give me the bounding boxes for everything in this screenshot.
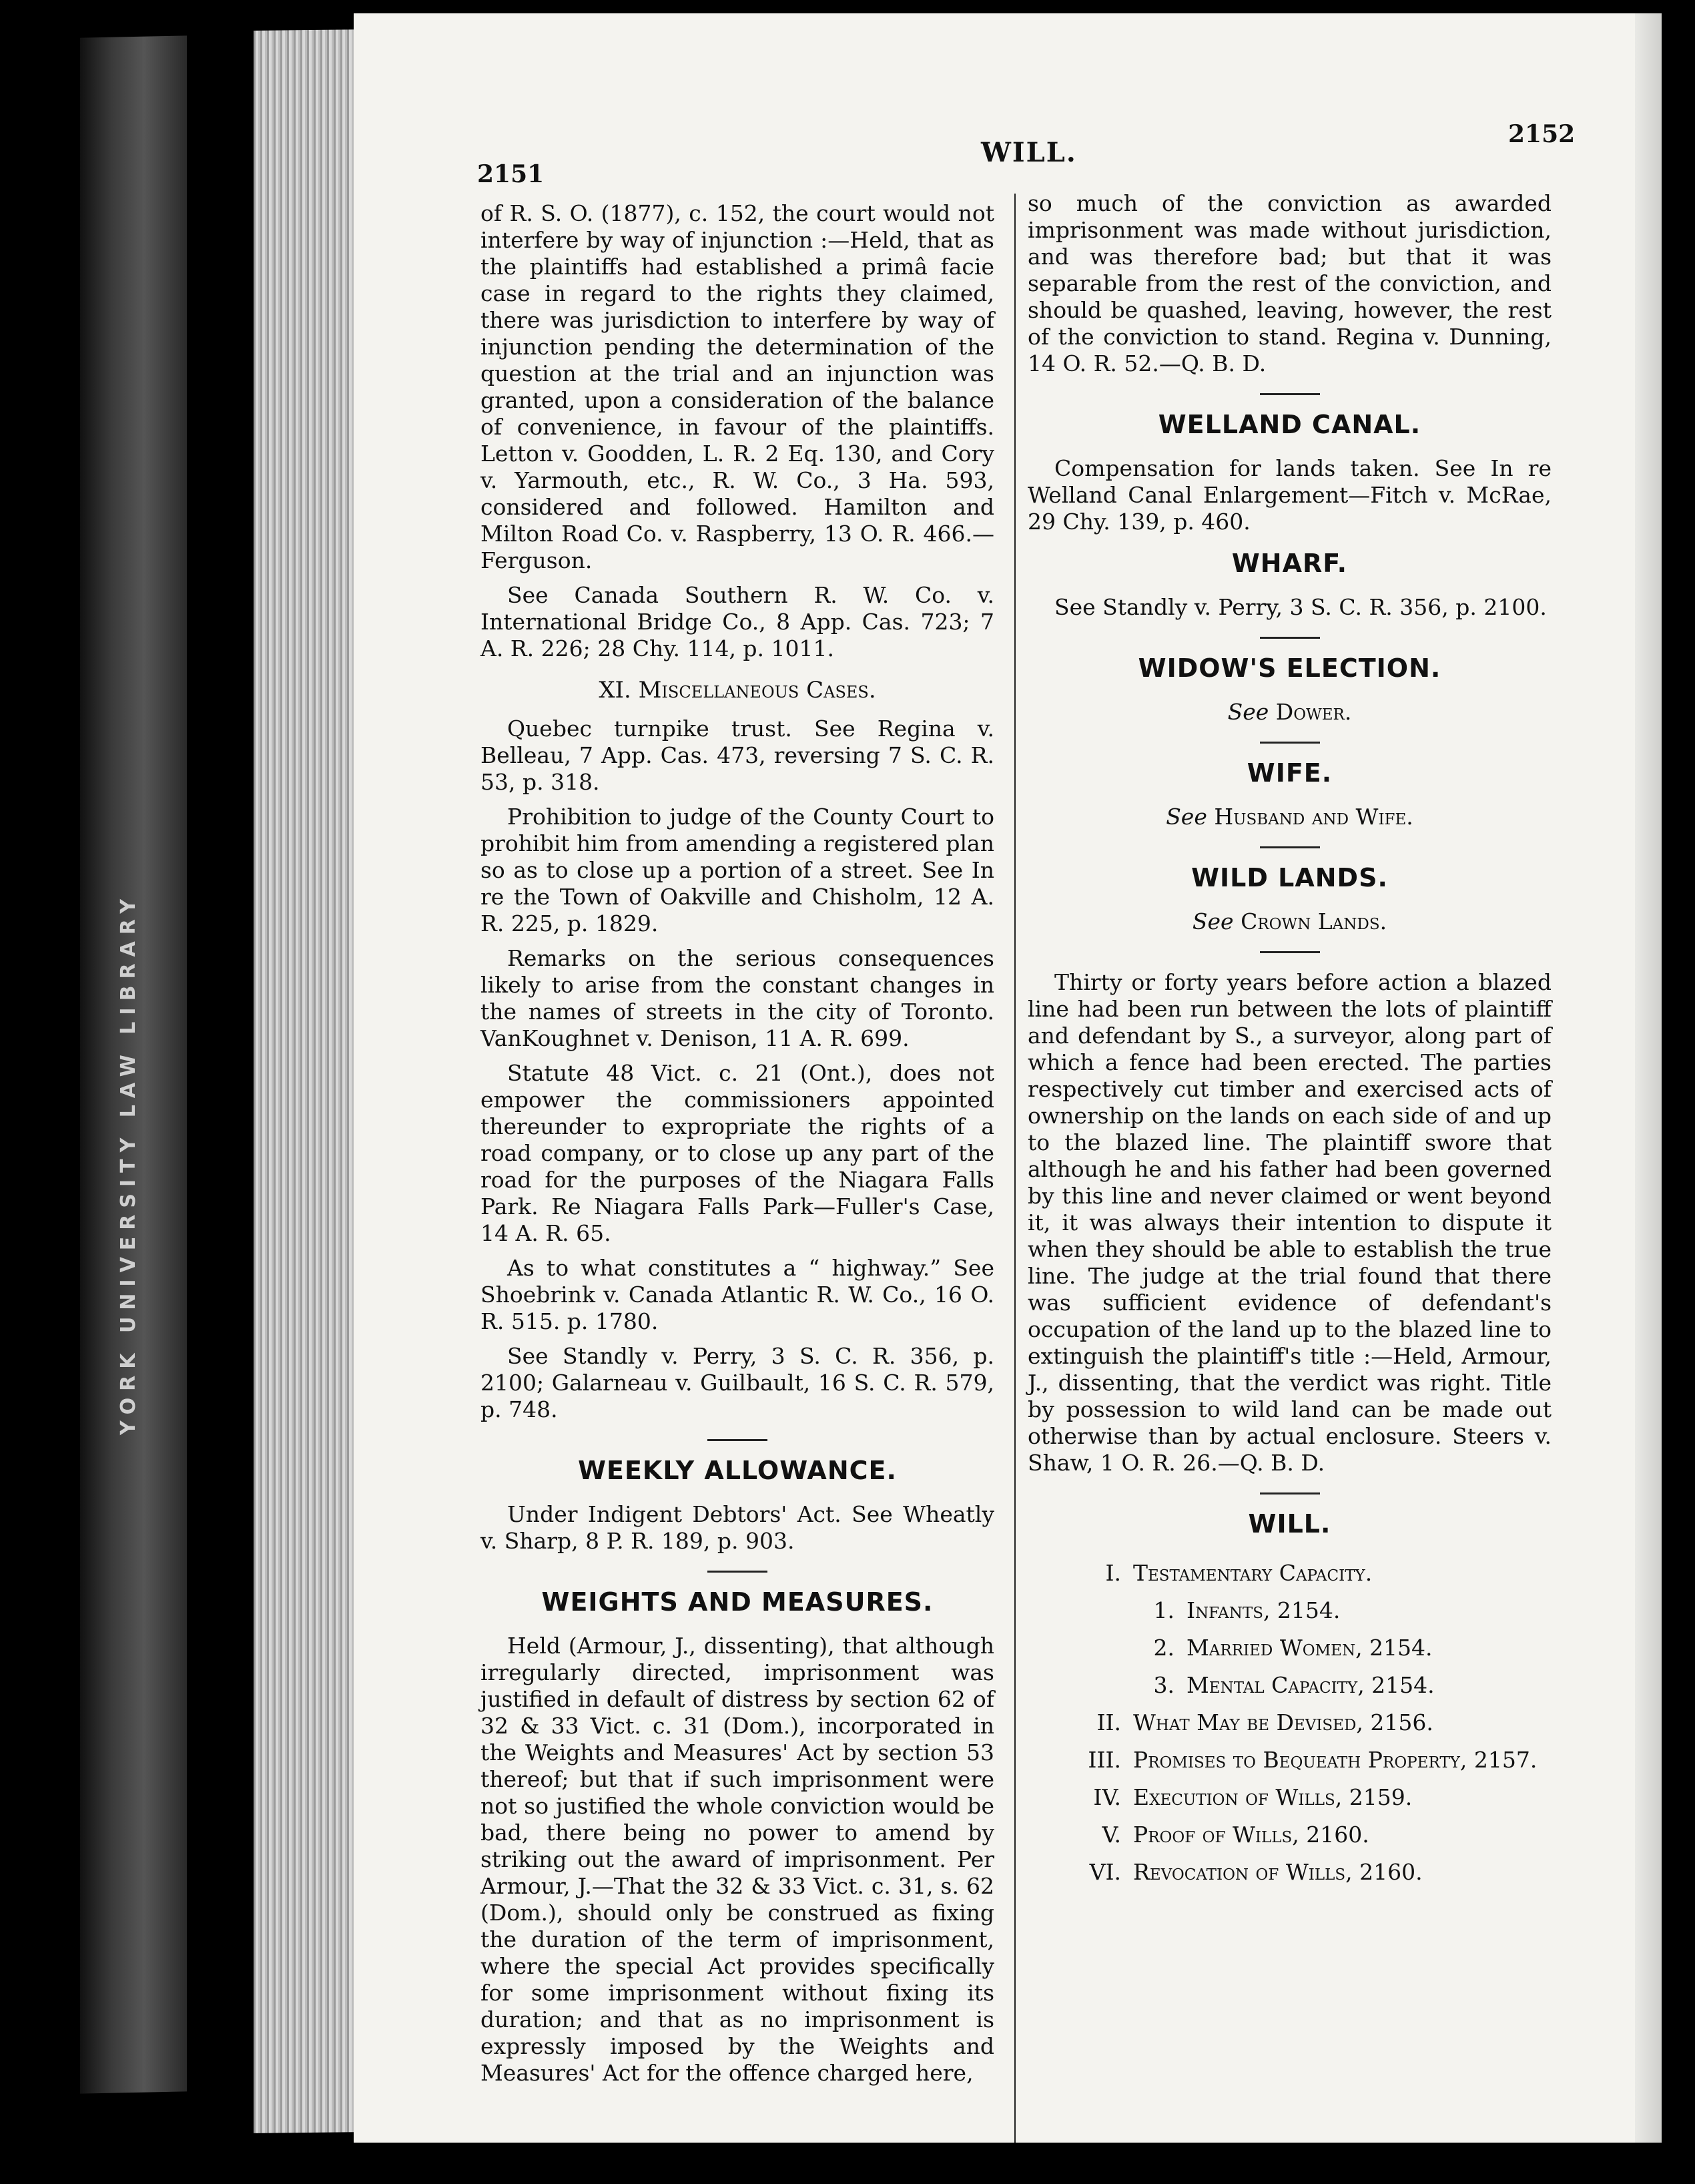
spine-label: YORK UNIVERSITY LAW LIBRARY [117, 892, 140, 1435]
contents-label: Testamentary Capacity. [1133, 1560, 1373, 1586]
book-page [354, 13, 1662, 2143]
section-rule [707, 1571, 767, 1573]
contents-label: Revocation of Wills, 2160. [1133, 1859, 1423, 1885]
contents-item [1028, 1555, 1552, 1592]
running-head: WILL. [981, 137, 1077, 168]
reference-target: Crown Lands. [1241, 908, 1387, 934]
contents-item [1028, 1816, 1552, 1854]
paragraph: Held (Armour, J., dissenting), that although irregularly directed, imprisonment was justified in default of distress by section 62 of 32 & 33 Vict. c. 31 (Dom.), incorporated in the Weights and Measures' Act by section 53 thereof; but that if such imprisonment were not so justified the whole conviction would be bad, there being no power to amend by striking out the award of imprisonment. Per Armour, J.—That the 32 & 33 Vict. c. 31, s. 62 (Dom.), should only be construed as fixing the duration of the term of imprisonment, where the special Act provides specifically for some imprisonment without fixing its duration; and that as no imprisonment is expressly imposed by the Weights and Measures' Act for the offence charged here, [480, 1633, 994, 2086]
contents-label: Infants, 2154. [1186, 1597, 1341, 1623]
see-label: See [1227, 699, 1269, 725]
section-rule [1260, 846, 1320, 848]
contents-number: IV. [1093, 1784, 1121, 1810]
contents-number: VI. [1089, 1859, 1121, 1885]
cross-reference [1028, 908, 1552, 935]
left-page-number: 2151 [477, 160, 545, 188]
page-edges [254, 29, 360, 2133]
contents-number: II. [1096, 1709, 1121, 1735]
contents-label: Execution of Wills, 2159. [1133, 1784, 1413, 1810]
contents-label: Mental Capacity, 2154. [1186, 1672, 1435, 1698]
section-heading: XI. Miscellaneous Cases. [599, 677, 876, 704]
contents-item [1028, 1667, 1552, 1704]
contents-number: V. [1102, 1822, 1121, 1848]
right-column [1028, 190, 1552, 1891]
section-rule [1260, 637, 1320, 639]
contents-number: I. [1105, 1560, 1121, 1586]
contents-label: Proof of Wills, 2160. [1133, 1822, 1369, 1848]
paragraph: Prohibition to judge of the County Court to prohibit him from amending a registered plan so as to close up a portion of a street. See In re the Town of Oakville and Chisholm, 12 A. R. 225, p. 1829. [480, 804, 994, 936]
entry-heading: WEEKLY ALLOWANCE. [578, 1456, 897, 1485]
paragraph: Under Indigent Debtors' Act. See Wheatly v. Sharp, 8 P. R. 189, p. 903. [480, 1501, 994, 1554]
contents-label: Promises to Bequeath Property, 2157. [1133, 1747, 1538, 1773]
contents-item [1028, 1592, 1552, 1629]
contents-label: What May be Devised, 2156. [1133, 1709, 1433, 1735]
right-page-number: 2152 [1508, 120, 1576, 148]
paragraph: Remarks on the serious consequences likely to arise from the constant changes in the names of streets in the city of Toronto. VanKoughnet v. Denison, 11 A. R. 699. [480, 945, 994, 1051]
paragraph: so much of the conviction as awarded imprisonment was made without jurisdiction, and was therefore bad; but that it was separable from the rest of the conviction, and should be quashed, leaving, however, the rest of the conviction to stand. Regina v. Dunning, 14 O. R. 52.—Q. B. D. [1028, 190, 1552, 376]
paragraph: Quebec turnpike trust. See Regina v. Belleau, 7 App. Cas. 473, reversing 7 S. C. R. 53, p. 318. [480, 716, 994, 795]
cross-reference [1028, 804, 1552, 830]
section-rule [1260, 742, 1320, 744]
paragraph: As to what constitutes a “ highway.” See Shoebrink v. Canada Atlantic R. W. Co., 16 O. R. 515. p. 1780. [480, 1255, 994, 1334]
see-label: See [1166, 804, 1207, 830]
cross-reference [1028, 699, 1552, 726]
left-column [480, 200, 994, 2095]
paragraph: See Canada Southern R. W. Co. v. International Bridge Co., 8 App. Cas. 723; 7 A. R. 226; 28 Chy. 114, p. 1011. [480, 582, 994, 661]
page-header [354, 120, 1648, 188]
contents-item [1028, 1854, 1552, 1891]
section-rule [707, 1439, 767, 1441]
contents-item [1028, 1704, 1552, 1741]
paragraph: of R. S. O. (1877), c. 152, the court would not interfere by way of injunction :—Held, that as the plaintiffs had established a primâ facie case in regard to the rights they claimed, there was jurisdiction to interfere by way of injunction pending the determination of the question at the trial and an injunction was granted, upon a consideration of the balance of convenience, in favour of the plaintiffs. Letton v. Goodden, L. R. 2 Eq. 130, and Cory v. Yarmouth, etc., R. W. Co., 3 Ha. 593, considered and followed. Hamilton and Milton Road Co. v. Raspberry, 13 O. R. 466.—Ferguson. [480, 200, 994, 573]
reference-target: Husband and Wife. [1214, 804, 1413, 830]
contents-number: III. [1088, 1747, 1121, 1773]
paragraph: See Standly v. Perry, 3 S. C. R. 356, p. 2100; Galarneau v. Guilbault, 16 S. C. R. 579, p. 748. [480, 1343, 994, 1422]
entry-heading: WILL. [1248, 1509, 1331, 1539]
paragraph: Thirty or forty years before action a blazed line had been run between the lots of plaintiff and defendant by S., a surveyor, along part of which a fence had been erected. The parties respectively cut timber and exercised acts of ownership on the lands on each side of and up to the blazed line. The plaintiff swore that although he and his father had been governed by this line and never claimed or went beyond it, it was always their intention to dispute it when they should be able to establish the true line. The judge at the trial found that there was sufficient evidence of defendant's occupation of the land up to the blazed line to extinguish the plaintiff's title :—Held, Armour, J., dissenting, that the verdict was right. Title by possession to wild land can be made out otherwise than by actual enclosure. Steers v. Shaw, 1 O. R. 26.—Q. B. D. [1028, 969, 1552, 1476]
contents-number: 3. [1153, 1672, 1174, 1698]
contents-number: 2. [1153, 1635, 1174, 1661]
see-label: See [1192, 908, 1234, 934]
contents-item [1028, 1629, 1552, 1667]
entry-heading: WIDOW'S ELECTION. [1138, 653, 1441, 683]
contents-item [1028, 1779, 1552, 1816]
paragraph: Statute 48 Vict. c. 21 (Ont.), does not empower the commissioners appointed thereunder to expropriate the rights of a road company, or to close up any part of the road for the purposes of the Niagara Falls Park. Re Niagara Falls Park—Fuller's Case, 14 A. R. 65. [480, 1060, 994, 1246]
page-right-edge [1635, 13, 1662, 2143]
entry-heading: WILD LANDS. [1191, 863, 1388, 892]
paragraph: Compensation for lands taken. See In re Welland Canal Enlargement—Fitch v. McRae, 29 Chy. 139, p. 460. [1028, 455, 1552, 535]
will-contents-list [1028, 1555, 1552, 1891]
entry-heading: WIFE. [1247, 758, 1333, 788]
column-divider [1014, 194, 1016, 2143]
contents-number: 1. [1153, 1597, 1174, 1623]
section-rule [1260, 951, 1320, 953]
entry-heading: WELLAND CANAL. [1158, 410, 1421, 439]
entry-heading: WHARF. [1231, 549, 1348, 578]
reference-target: Dower. [1275, 699, 1352, 725]
contents-item [1028, 1741, 1552, 1779]
contents-label: Married Women, 2154. [1186, 1635, 1433, 1661]
section-rule [1260, 393, 1320, 395]
entry-heading: WEIGHTS AND MEASURES. [541, 1587, 934, 1617]
section-rule [1260, 1492, 1320, 1494]
paragraph: See Standly v. Perry, 3 S. C. R. 356, p. 2100. [1054, 594, 1547, 620]
